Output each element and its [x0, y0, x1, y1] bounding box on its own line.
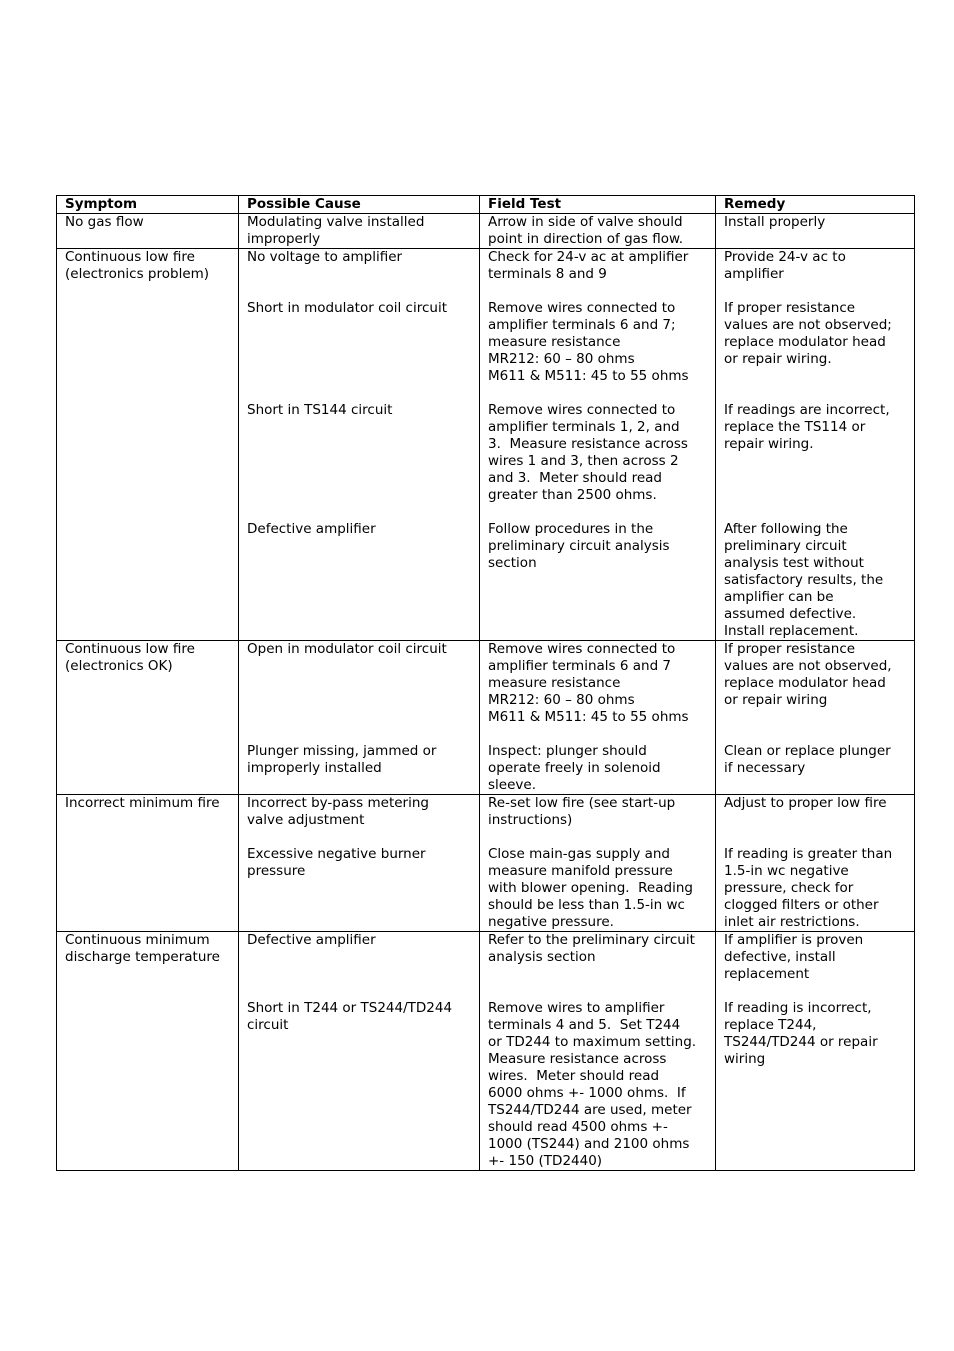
cell-line: values are not observed,	[724, 658, 892, 674]
cell-line: analysis section	[488, 949, 596, 965]
cell-line: If reading is greater than	[724, 846, 893, 862]
cell-line: replace modulator head	[724, 675, 886, 691]
cell-line: After following the	[724, 521, 848, 537]
cell-line: Install properly	[724, 214, 826, 230]
cell-line: Check for 24-v ac at amplifier	[488, 249, 689, 265]
cell-line: replace T244,	[724, 1017, 817, 1033]
table-body	[57, 214, 915, 1171]
cell-line: amplifier terminals 6 and 7	[488, 658, 672, 674]
entry-block	[247, 932, 473, 983]
cell-line: Close main-gas supply and	[488, 846, 670, 862]
cell-line: analysis test without	[724, 555, 864, 571]
cell-line: operate freely in solenoid	[488, 760, 661, 776]
cause-cell	[239, 641, 480, 795]
cell-line: amplifier terminals 6 and 7;	[488, 317, 676, 333]
entry-block	[724, 932, 908, 983]
cell-line: instructions)	[488, 812, 573, 828]
entry-block	[488, 402, 709, 504]
cell-line: replace the TS114 or	[724, 419, 866, 435]
cell-line: Incorrect by-pass metering	[247, 795, 429, 811]
cell-line: replace modulator head	[724, 334, 886, 350]
entry-block	[724, 249, 908, 283]
symptom-line: Continuous low fire	[65, 641, 195, 657]
cell-line: if necessary	[724, 760, 806, 776]
remedy-cell	[716, 641, 915, 795]
entry-block	[488, 641, 709, 726]
cell-line: or TD244 to maximum setting.	[488, 1034, 697, 1050]
cell-line: Modulating valve installed	[247, 214, 425, 230]
entry-block	[724, 214, 908, 248]
cell-line: measure resistance	[488, 334, 621, 350]
cell-line: Arrow in side of valve should	[488, 214, 683, 230]
cell-line: preliminary circuit analysis	[488, 538, 670, 554]
cell-line: Remove wires connected to	[488, 300, 676, 316]
cell-line: No voltage to amplifier	[247, 249, 403, 265]
field-test-cell	[480, 795, 716, 932]
cell-line: Remove wires connected to	[488, 641, 676, 657]
cell-line: amplifier can be	[724, 589, 834, 605]
header-remedy: Remedy	[716, 196, 915, 214]
table-header-row	[57, 196, 915, 214]
cell-line: and 3. Meter should read	[488, 470, 662, 486]
table-row	[57, 932, 915, 1171]
cell-line: values are not observed;	[724, 317, 892, 333]
cell-line: Refer to the preliminary circuit	[488, 932, 695, 948]
cell-line: improperly installed	[247, 760, 382, 776]
entry-block	[724, 521, 908, 640]
cell-line: wiring	[724, 1051, 766, 1067]
cell-line: If reading is incorrect,	[724, 1000, 872, 1016]
cell-line: amplifier	[724, 266, 784, 282]
header-symptom: Symptom	[57, 196, 239, 214]
entry-block	[488, 795, 709, 829]
symptom-cell	[57, 795, 239, 932]
symptom-cell	[57, 214, 239, 249]
entry-block	[488, 521, 709, 640]
cell-line: Install replacement.	[724, 623, 859, 639]
cell-line: or repair wiring	[724, 692, 828, 708]
cause-cell	[239, 214, 480, 249]
entry-block	[724, 641, 908, 726]
cell-line: sleeve.	[488, 777, 536, 793]
entry-block	[488, 249, 709, 283]
cell-line: defective, install	[724, 949, 836, 965]
symptom-line: Continuous minimum	[65, 932, 210, 948]
cell-line: amplifier terminals 1, 2, and	[488, 419, 680, 435]
cell-line: Excessive negative burner	[247, 846, 426, 862]
cell-line: MR212: 60 – 80 ohms	[488, 692, 635, 708]
entry-block	[247, 249, 473, 283]
cell-line: M611 & M511: 45 to 55 ohms	[488, 368, 689, 384]
table-row	[57, 249, 915, 641]
cell-line: wires. Meter should read	[488, 1068, 660, 1084]
troubleshooting-table	[56, 195, 915, 1171]
cell-line: Short in TS144 circuit	[247, 402, 393, 418]
symptom-line: Continuous low fire	[65, 249, 195, 265]
cell-line: section	[488, 555, 537, 571]
entry-block	[724, 402, 908, 504]
field-test-cell	[480, 249, 716, 641]
symptom-line: (electronics problem)	[65, 266, 210, 282]
entry-block	[488, 743, 709, 794]
cell-line: measure manifold pressure	[488, 863, 673, 879]
cell-line: MR212: 60 – 80 ohms	[488, 351, 635, 367]
cell-line: TS244/TD244 or repair	[724, 1034, 878, 1050]
entry-block	[724, 743, 908, 794]
cell-line: Remove wires to amplifier	[488, 1000, 665, 1016]
cell-line: TS244/TD244 are used, meter	[488, 1102, 692, 1118]
symptom-cell	[57, 932, 239, 1171]
entry-block	[247, 214, 473, 248]
cell-line: should be less than 1.5-in wc	[488, 897, 685, 913]
cell-line: preliminary circuit	[724, 538, 847, 554]
cell-line: wires 1 and 3, then across 2	[488, 453, 679, 469]
entry-block	[247, 300, 473, 385]
symptom-cell	[57, 641, 239, 795]
cell-line: Open in modulator coil circuit	[247, 641, 447, 657]
entry-block	[247, 846, 473, 931]
entry-block	[488, 214, 709, 248]
cause-cell	[239, 249, 480, 641]
entry-block	[488, 932, 709, 983]
cause-cell	[239, 795, 480, 932]
field-test-cell	[480, 932, 716, 1171]
cell-line: pressure	[247, 863, 306, 879]
cell-line: +- 150 (TD2440)	[488, 1153, 603, 1169]
cell-line: 1.5-in wc negative	[724, 863, 849, 879]
cell-line: assumed defective.	[724, 606, 857, 622]
entry-block	[247, 795, 473, 829]
entry-block	[247, 641, 473, 726]
table-row	[57, 214, 915, 249]
header-field-test: Field Test	[480, 196, 716, 214]
cell-line: circuit	[247, 1017, 289, 1033]
symptom-line: (electronics OK)	[65, 658, 173, 674]
cell-line: terminals 8 and 9	[488, 266, 607, 282]
cell-line: If amplifier is proven	[724, 932, 864, 948]
entry-block	[488, 300, 709, 385]
symptom-line: No gas flow	[65, 214, 144, 230]
entry-block	[247, 402, 473, 504]
entry-block	[724, 300, 908, 385]
remedy-cell	[716, 932, 915, 1171]
cell-line: 6000 ohms +- 1000 ohms. If	[488, 1085, 686, 1101]
entry-block	[724, 846, 908, 931]
cell-line: or repair wiring.	[724, 351, 832, 367]
field-test-cell	[480, 214, 716, 249]
cell-line: If readings are incorrect,	[724, 402, 890, 418]
cell-line: Short in modulator coil circuit	[247, 300, 447, 316]
cell-line: Re-set low fire (see start-up	[488, 795, 676, 811]
cause-cell	[239, 932, 480, 1171]
cell-line: M611 & M511: 45 to 55 ohms	[488, 709, 689, 725]
cell-line: measure resistance	[488, 675, 621, 691]
cell-line: satisfactory results, the	[724, 572, 884, 588]
cell-line: greater than 2500 ohms.	[488, 487, 657, 503]
cell-line: Remove wires connected to	[488, 402, 676, 418]
entry-block	[724, 795, 908, 829]
cell-line: Plunger missing, jammed or	[247, 743, 437, 759]
cell-line: replacement	[724, 966, 810, 982]
symptom-cell	[57, 249, 239, 641]
entry-block	[247, 1000, 473, 1170]
cell-line: If proper resistance	[724, 300, 856, 316]
cell-line: Clean or replace plunger	[724, 743, 891, 759]
entry-block	[724, 1000, 908, 1170]
cell-line: with blower opening. Reading	[488, 880, 693, 896]
cell-line: Provide 24-v ac to	[724, 249, 846, 265]
entry-block	[488, 846, 709, 931]
cell-line: terminals 4 and 5. Set T244	[488, 1017, 681, 1033]
symptom-line: discharge temperature	[65, 949, 220, 965]
cell-line: Defective amplifier	[247, 521, 376, 537]
cell-line: Measure resistance across	[488, 1051, 667, 1067]
cell-line: If proper resistance	[724, 641, 856, 657]
field-test-cell	[480, 641, 716, 795]
cell-line: clogged filters or other	[724, 897, 879, 913]
cell-line: point in direction of gas flow.	[488, 231, 684, 247]
cell-line: pressure, check for	[724, 880, 854, 896]
remedy-cell	[716, 795, 915, 932]
remedy-cell	[716, 249, 915, 641]
cell-line: negative pressure.	[488, 914, 614, 930]
cell-line: repair wiring.	[724, 436, 814, 452]
remedy-cell	[716, 214, 915, 249]
entry-block	[247, 521, 473, 640]
entry-block	[247, 743, 473, 794]
cell-line: Follow procedures in the	[488, 521, 654, 537]
cell-line: 3. Measure resistance across	[488, 436, 688, 452]
cell-line: 1000 (TS244) and 2100 ohms	[488, 1136, 690, 1152]
table-row	[57, 641, 915, 795]
symptom-line: Incorrect minimum fire	[65, 795, 220, 811]
cell-line: should read 4500 ohms +-	[488, 1119, 668, 1135]
cell-line: Short in T244 or TS244/TD244	[247, 1000, 453, 1016]
cell-line: improperly	[247, 231, 321, 247]
cell-line: valve adjustment	[247, 812, 365, 828]
table-row	[57, 795, 915, 932]
cell-line: inlet air restrictions.	[724, 914, 860, 930]
cell-line: Adjust to proper low fire	[724, 795, 887, 811]
cell-line: Inspect: plunger should	[488, 743, 647, 759]
entry-block	[488, 1000, 709, 1170]
header-possible-cause: Possible Cause	[239, 196, 480, 214]
cell-line: Defective amplifier	[247, 932, 376, 948]
